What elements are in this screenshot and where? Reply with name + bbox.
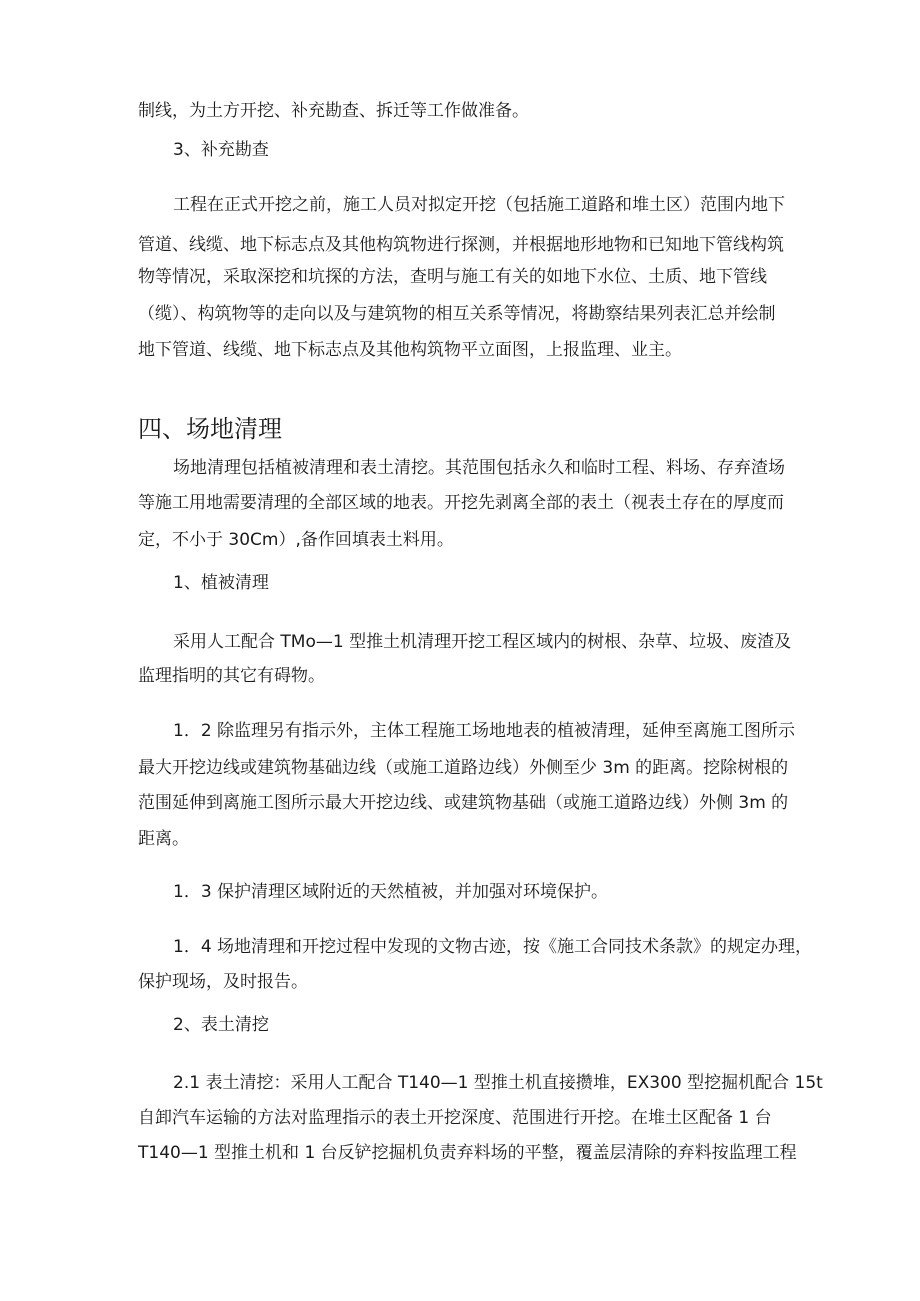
paragraph-line: 等施工用地需要清理的全部区域的地表。开挖先剥离全部的表土（视表土存在的厚度而: [138, 493, 784, 513]
paragraph-line: 保护现场，及时报告。: [138, 972, 308, 992]
paragraph-line: 工程在正式开挖之前，施工人员对拟定开挖（包括施工道路和堆土区）范围内地下: [173, 195, 785, 215]
paragraph-line: T140—1 型推土机和 1 台反铲挖掘机负责弃料场的平整，覆盖层清除的弃料按监理工程: [138, 1143, 797, 1163]
paragraph-line: 最大开挖边线或建筑物基础边线（或施工道路边线）外侧至少 3m 的距离。挖除树根的: [138, 758, 789, 778]
paragraph-line: 1．4 场地清理和开挖过程中发现的文物古迹，按《施工合同技术条款》的规定办理，: [173, 937, 813, 957]
paragraph-line: 地下管道、线缆、地下标志点及其他构筑物平立面图，上报监理、业主。: [138, 340, 682, 360]
paragraph-line: 距离。: [138, 829, 189, 849]
paragraph-line: 范围延伸到离施工图所示最大开挖边线、或建筑物基础（或施工道路边线）外侧 3m 的: [138, 793, 789, 813]
paragraph-line: 2.1 表土清挖：采用人工配合 T140—1 型推土机直接攒堆，EX300 型挖掘机配合 15t: [173, 1073, 823, 1093]
paragraph-line: 物等情况，采取深挖和坑探的方法，查明与施工有关的如地下水位、土质、地下管线: [138, 267, 767, 287]
paragraph-line: （缆）、构筑物等的走向以及与建筑物的相互关系等情况，将勘察结果列表汇总并绘制: [138, 304, 776, 324]
section-heading-site-clearing: 四、场地清理: [138, 415, 282, 443]
paragraph-line: 1．2 除监理另有指示外，主体工程施工场地地表的植被清理，延伸至离施工图所示: [173, 721, 796, 741]
paragraph-line: 1．3 保护清理区域附近的天然植被，并加强对环境保护。: [173, 882, 609, 902]
paragraph-line: 采用人工配合 TMo—1 型推土机清理开挖工程区域内的树根、杂草、垃圾、废渣及: [173, 632, 792, 652]
paragraph-line: 自卸汽车运输的方法对监理指示的表土开挖深度、范围进行开挖。在堆土区配备 1 台: [138, 1108, 772, 1128]
item-title-topsoil-excavation: 2、表土清挖: [173, 1015, 269, 1035]
paragraph-line: 管道、线缆、地下标志点及其他构筑物进行探测，并根据地形地物和已知地下管线构筑: [138, 235, 784, 255]
item-title-supplementary-survey: 3、补充勘查: [173, 140, 269, 160]
item-title-vegetation-clearing: 1、植被清理: [173, 573, 269, 593]
paragraph-line: 监理指明的其它有碍物。: [138, 666, 325, 686]
paragraph-line: 制线，为土方开挖、补充勘查、拆迁等工作做准备。: [138, 101, 529, 121]
paragraph-line: 定，不小于 30Cm）,备作回填表土料用。: [138, 530, 454, 550]
paragraph-line: 场地清理包括植被清理和表土清挖。其范围包括永久和临时工程、料场、存弃渣场: [173, 458, 785, 478]
